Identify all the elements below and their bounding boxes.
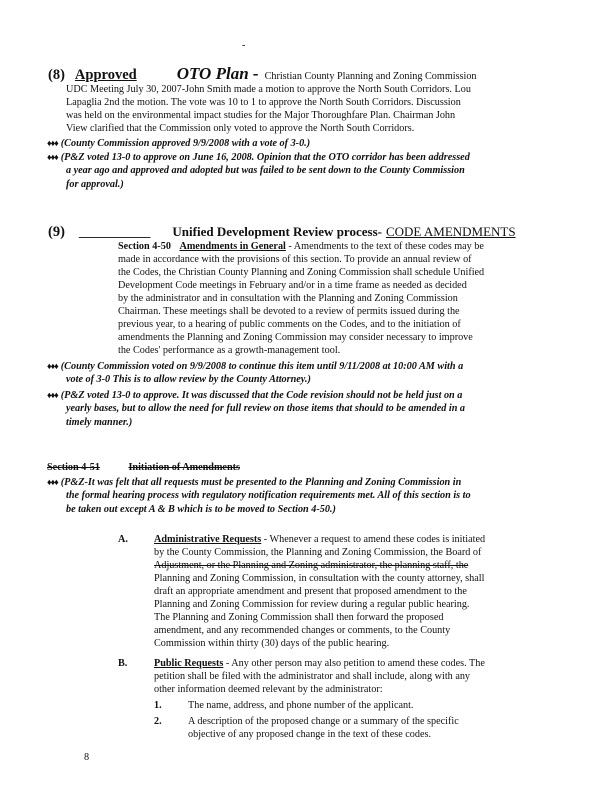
- item-9-header: [48, 223, 516, 241]
- item-b-sub-1-line-0: The name, address, and phone number of the applicant.: [188, 700, 414, 711]
- section-4-50-line-2: the Codes, the Christian County Planning and Zoning Commission shall schedule Unified: [118, 267, 485, 278]
- section-4-50-line-6: previous year, to a hearing of public comments on the Codes, and to the initiation of: [118, 319, 461, 330]
- item-a-line-6: The Planning and Zoning Commission shall then forward the proposed: [154, 612, 444, 623]
- diamond-bullet-icon: ♦♦♦: [47, 138, 58, 148]
- item-9-note-3: yearly bases, but to allow the need for full review on those items that should to be amended in a: [66, 403, 466, 414]
- section-4-50-line-1: made in accordance with the provisions of this section. To provide an annual review of: [118, 254, 472, 265]
- item-b-line-0: Public Requests - Any other person may also petition to amend these codes. The: [154, 658, 485, 669]
- page-number: 8: [84, 752, 90, 763]
- item-8-title: OTO Plan -: [176, 64, 259, 83]
- item-a-line-0: Administrative Requests - Whenever a request to amend these codes is initiated: [154, 534, 486, 545]
- item-a-line-2: Adjustment, or the Planning and Zoning administrator, the planning staff, the: [154, 560, 469, 571]
- section-4-50-line-4: by the administrator and in consultation with the Planning and Zoning Commission: [118, 293, 458, 304]
- diamond-bullet-icon: ♦♦♦: [47, 152, 58, 162]
- item-b-sub-2-number: 2.: [154, 716, 162, 727]
- item-a-line-3: Planning and Zoning Commission, in consultation with the county attorney, shall: [154, 573, 485, 584]
- item-8-line-0: Christian County Planning and Zoning Commission: [264, 71, 477, 82]
- item-8-line-3: was held on the environmental impact studies for the Major Thoroughfare Plan. Chairman John: [66, 110, 456, 121]
- item-b-line-1: petition shall be filed with the administrator and shall include, along with any: [154, 671, 471, 682]
- item-a-line-1: by the County Commission, the Planning and Zoning Commission, the Board of: [154, 547, 482, 558]
- item-8-note-0: ♦♦♦ (County Commission approved 9/9/2008 with a vote of 3-0.): [47, 138, 311, 149]
- item-a-line-5: Planning and Zoning Commission for review during a regular public hearing.: [154, 599, 470, 610]
- item-8-note-3: for approval.): [66, 179, 124, 190]
- item-8-status: Approved: [74, 67, 137, 83]
- section-4-51-note-0: ♦♦♦ (P&Z-It was felt that all requests must be presented to the Planning and Zoning Commission in: [47, 477, 462, 488]
- page-mark: -: [242, 40, 246, 51]
- item-8-line-1: UDC Meeting July 30, 2007-John Smith made a motion to approve the North South Corridors. Lou: [66, 84, 471, 95]
- item-b-letter: B.: [118, 658, 128, 669]
- section-4-50-line-5: Chairman. These meetings shall be devoted to a review of permits issued during the: [118, 306, 460, 317]
- diamond-bullet-icon: ♦♦♦: [47, 390, 58, 400]
- section-4-50-label: Section 4-50: [118, 241, 171, 252]
- item-a-title: Administrative Requests: [154, 534, 262, 545]
- item-b-sub-1-number: 1.: [154, 700, 162, 711]
- diamond-bullet-icon: ♦♦♦: [47, 477, 58, 487]
- section-4-51-note-2: be taken out except A & B which is to be moved to Section 4-50.): [66, 504, 336, 515]
- item-8-number: (8): [48, 67, 65, 83]
- section-4-50-line-8: the Codes' performance as a growth-management tool.: [118, 345, 341, 356]
- item-9-note-2: ♦♦♦ (P&Z voted 13-0 to approve. It was discussed that the Code revision should not be held just on a: [47, 390, 463, 401]
- item-9-note-4: timely manner.): [66, 417, 133, 428]
- item-a-line-4: draft an appropriate amendment and present that proposed amendment to the: [154, 586, 467, 597]
- item-9-blank: ___________: [78, 224, 151, 239]
- item-9-note-0: ♦♦♦ (County Commission voted on 9/9/2008 to continue this item until 9/11/2008 at 10:00 AM with a: [47, 361, 464, 372]
- item-8-note-2: a year ago and approved and adopted but was failed to be sent down to the County Commission: [66, 165, 465, 176]
- item-a-line-8: Commission within thirty (30) days of the public hearing.: [154, 638, 390, 649]
- section-4-50-line-0: Section 4-50 Amendments in General - Amendments to the text of these codes may be: [118, 241, 484, 252]
- diamond-bullet-icon: ♦♦♦: [47, 361, 58, 371]
- section-4-50-line-3: Development Code meetings in February and/or in a time frame as needed as decided: [118, 280, 467, 291]
- section-4-50-line-7: amendments the Planning and Zoning Commission may consider necessary to improve: [118, 332, 473, 343]
- section-4-51-title: Initiation of Amendments: [128, 462, 240, 473]
- item-9-number: (9): [48, 224, 65, 240]
- item-8-note-1: ♦♦♦ (P&Z voted 13-0 to approve on June 16, 2008. Opinion that the OTO corridor has been addressed: [47, 152, 470, 163]
- item-8-line-4: View clarified that the Commission only voted to approve the North South Corridors.: [66, 123, 415, 134]
- item-8-header: [48, 64, 477, 84]
- item-a-letter: A.: [118, 534, 128, 545]
- item-b-title: Public Requests: [154, 658, 224, 669]
- section-4-51-note-1: the formal hearing process with regulatory notification requirements met. All of this section is to: [66, 490, 471, 501]
- item-9-title-underlined: CODE AMENDMENTS: [385, 224, 516, 239]
- item-8-line-2: Lapaglia 2nd the motion. The vote was 10 to 1 to approve the North South Corridors. Discussion: [66, 97, 461, 108]
- section-4-51-label: Section 4-51: [47, 462, 100, 473]
- item-9-title: Unified Development Review process-: [172, 224, 382, 239]
- item-b-sub-2-line-1: objective of any proposed change in the text of these codes.: [188, 729, 432, 740]
- item-9-note-1: vote of 3-0 This is to allow review by the County Attorney.): [66, 374, 311, 385]
- item-b-line-2: other information deemed relevant by the administrator:: [154, 684, 383, 695]
- item-b-sub-2-line-0: A description of the proposed change or a summary of the specific: [188, 716, 459, 727]
- section-4-50-title: Amendments in General: [179, 241, 286, 252]
- section-4-51-heading: [47, 462, 240, 474]
- item-a-line-7: amendment, and any recommended changes or comments, to the County: [154, 625, 451, 636]
